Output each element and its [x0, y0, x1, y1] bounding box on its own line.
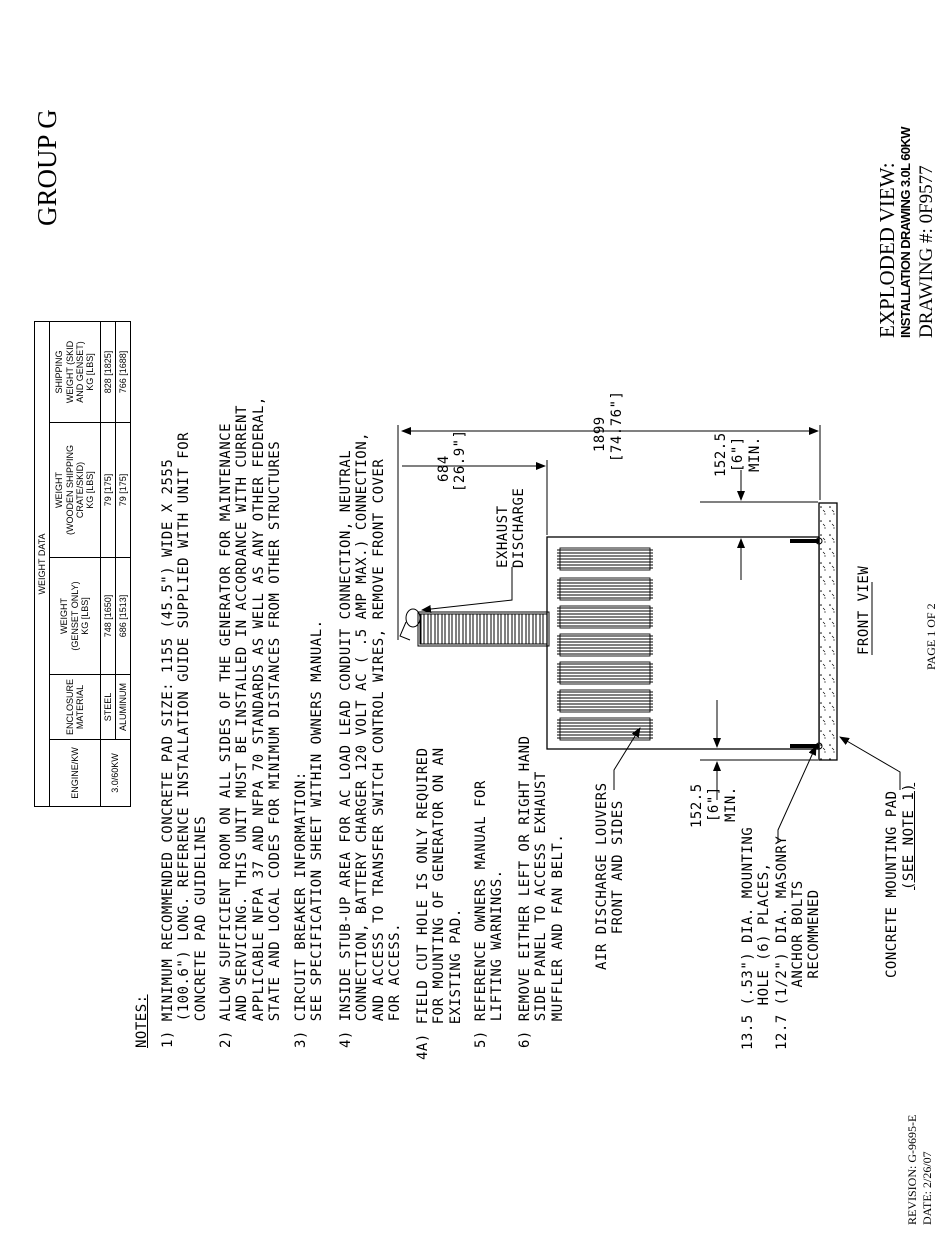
exhaust-muffler	[400, 609, 549, 646]
generator-enclosure	[547, 537, 822, 749]
note-3: 3) CIRCUIT BREAKER INFORMATION: SEE SPECIFICATION SHEET WITHIN OWNERS MANUAL.	[293, 619, 326, 1048]
top-clearance-dimension: 152.5	[713, 432, 729, 477]
table-header: SHIPPING WEIGHT (SKID AND GENSET) KG [LBS]	[50, 322, 100, 423]
air-discharge-label: AIR DISCHARGE LOUVERS FRONT AND SIDES	[594, 782, 626, 970]
table-row	[115, 322, 130, 807]
exhaust-discharge-label: EXHAUST DISCHARGE	[495, 487, 527, 568]
overall-length-inches: [74.76"]	[609, 390, 625, 462]
note-6: 6) REMOVE EITHER LEFT OR RIGHT HAND SIDE PANEL TO ACCESS EXHAUST MUFFLER AND FAN BELT.	[517, 735, 566, 1048]
table-cell: 828 [1825]	[100, 322, 115, 423]
concrete-pad-note: (SEE NOTE 1)	[901, 782, 917, 890]
table-cell: 79 [175]	[100, 423, 115, 558]
table-cell: 766 [1688]	[115, 322, 130, 423]
bottom-clearance-dimension: 152.5	[689, 783, 705, 828]
table-cell: 748 [1650]	[100, 558, 115, 675]
exhaust-offset-inches: [26.9"]	[452, 429, 468, 492]
anchor-bolts-label: 12.7 (1/2") DIA. MASONRY ANCHOR BOLTS RECOMMENED	[774, 835, 822, 1050]
front-view-label: FRONT VIEW	[856, 565, 872, 655]
top-clearance-min: MIN.	[747, 436, 763, 472]
drawing-title: INSTALLATION DRAWING 3.0L 60KW	[898, 127, 913, 338]
weight-table-caption: WEIGHT DATA	[35, 322, 50, 807]
concrete-pad-label: CONCRETE MOUNTING PAD	[884, 790, 900, 978]
mounting-hole-label: 13.5 (.53") DIA. MOUNTING HOLE (6) PLACES,	[740, 826, 772, 1050]
exploded-view-heading: EXPLODED VIEW:	[875, 162, 899, 338]
table-header: ENCLOSURE MATERIAL	[50, 675, 100, 740]
overall-length-dimension: 1899	[592, 416, 608, 452]
table-cell: 686 [1513]	[115, 558, 130, 675]
note-4: 4) INSIDE STUB-UP AREA FOR AC LOAD LEAD CONDUIT CONNECTION, NEUTRAL CONNECTION, BATTERY CHARGER 120 VOLT AC ( .5 AMP MAX.) CONNECTION, AND ACCESS TO TRANSFER SWITCH CONTROL WIRES, REMOVE FRONT COVER FOR ACCESS.	[338, 431, 403, 1048]
table-row	[100, 322, 115, 807]
notes-heading: NOTES:	[134, 994, 150, 1048]
note-1: 1) MINIMUM RECOMMENDED CONCRETE PAD SIZE: 1155 (45.5") WIDE X 2555 (100.6") LONG. REFERENCE INSTALLATION GUIDE SUPPLIED WITH UNIT FOR CONCRETE PAD GUIDELINES	[160, 431, 209, 1048]
table-cell: 79 [175]	[115, 423, 130, 558]
top-clearance-inches: [6"]	[730, 436, 746, 472]
page-number: PAGE 1 OF 2	[924, 603, 938, 670]
weight-data-table	[34, 321, 131, 807]
table-cell: STEEL	[100, 675, 115, 740]
exhaust-offset-dimension: 684	[436, 455, 452, 482]
group-label: GROUP G	[32, 109, 62, 226]
table-header: WEIGHT (GENSET ONLY) KG [LBS]	[50, 558, 100, 675]
revision: REVISION: G-9695-E	[905, 1114, 919, 1225]
table-header: ENGINE/KW	[50, 740, 100, 807]
bottom-clearance-inches: [6"]	[706, 786, 722, 822]
table-cell: ALUMINUM	[115, 675, 130, 740]
note-5: 5) REFERENCE OWNERS MANUAL FOR LIFTING WARNINGS.	[473, 780, 506, 1048]
table-header: WEIGHT (WOODEN SHIPPING CRATE/SKID) KG [LBS]	[50, 423, 100, 558]
note-2: 2) ALLOW SUFFICIENT ROOM ON ALL SIDES OF THE GENERATOR FOR MAINTENANCE AND SERVICING. THIS UNIT MUST BE INSTALLED IN ACCORDANCE WITH CURRENT APPLICABLE NFPA 37 AND NFPA 70 STANDARDS AS WELL AS ANY OTHER FEDERAL, STATE AND LOCAL CODES FOR MINIMUM DISTANCES FROM OTHER STRUCTURES	[218, 396, 283, 1048]
drawing-number: DRAWING #: 0F9577	[916, 165, 937, 338]
date: DATE: 2/26/07	[920, 1151, 934, 1225]
table-cell-engine: 3.0/60KW	[100, 740, 130, 807]
bottom-clearance-min: MIN.	[723, 786, 739, 822]
note-4a: 4A) FIELD CUT HOLE IS ONLY REQUIRED FOR MOUNTING OF GENERATOR ON AN EXISTING PAD.	[415, 747, 464, 1060]
